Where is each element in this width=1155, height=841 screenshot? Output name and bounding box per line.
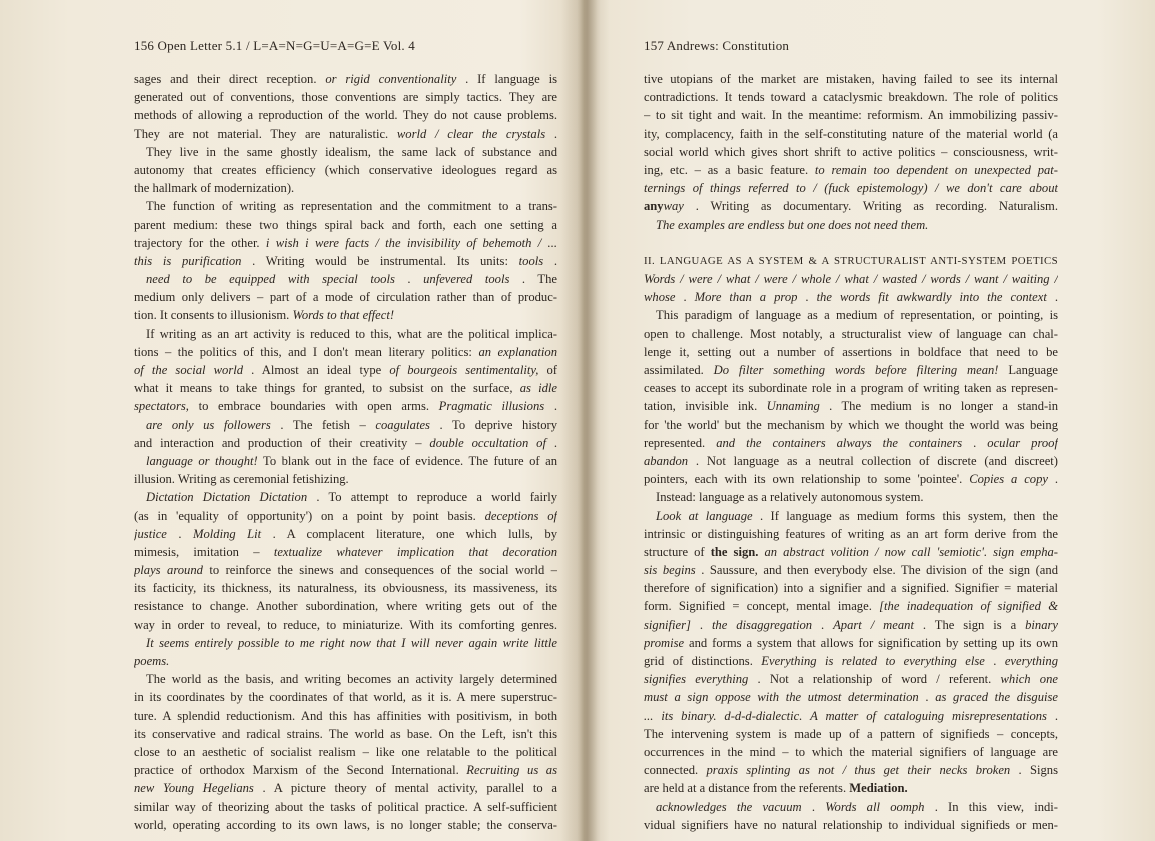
- text-line: [644, 779, 1058, 797]
- text-run: . A picture theory of mental activity, parallel to a: [253, 781, 557, 796]
- text-run: which one: [1000, 672, 1058, 687]
- text-line: [134, 688, 557, 706]
- text-line: [644, 325, 1058, 343]
- text-run: as graced the disguise: [935, 690, 1058, 705]
- text-run: world, operating according to its own laws, is no longer stable; the conserva-: [134, 817, 557, 832]
- text-line: [134, 543, 557, 561]
- text-run: this is purification: [134, 253, 242, 268]
- right-page-running-header: 157 Andrews: Constitution: [644, 38, 790, 53]
- text-line: [134, 288, 557, 306]
- text-run: Dictation Dictation Dictation: [146, 490, 308, 505]
- text-run: illusion. Writing as ceremonial fetishizing.: [134, 472, 349, 487]
- text-run: .: [962, 435, 988, 450]
- text-run: The world as the basis, and writing becomes an activity largely determined: [146, 672, 557, 687]
- text-line: [134, 597, 557, 615]
- text-run: tion. It consents to illusionism.: [134, 308, 293, 323]
- text-line: [644, 416, 1058, 434]
- text-run: unfevered tools: [423, 272, 510, 287]
- text-run: the disaggregation: [711, 617, 813, 632]
- text-run: grid of distinctions.: [644, 654, 762, 668]
- text-run: .: [543, 253, 557, 268]
- text-run: close to an aesthetic of socialist realism – like one relatable to the political: [134, 744, 557, 759]
- text-line: [644, 216, 1058, 234]
- text-run: Do filter something words before filtering mean!: [713, 363, 999, 377]
- text-run: ture. A splendid reductionism. And this has affinities with positivism, in both: [134, 708, 557, 723]
- text-run: for 'the world' but the mechanism by which we thought the world was being: [644, 417, 1058, 432]
- text-line: [134, 816, 557, 834]
- text-line: [134, 616, 557, 634]
- text-run: ity, complacency, faith in the self-constituting nature of the material world (a: [644, 126, 1058, 141]
- text-line: [134, 434, 557, 452]
- text-line: [134, 161, 557, 179]
- text-run: and the containers always the containers: [716, 435, 963, 450]
- text-run: The function of writing as representation and the commitment to a trans-: [146, 199, 557, 214]
- text-line: [134, 379, 557, 397]
- text-line: [134, 488, 557, 506]
- text-run: form. Signified = concept, mental image.: [644, 599, 880, 614]
- text-run: Molding Lit: [193, 526, 262, 541]
- text-run: social world which gives short shrift to active politics – consciousness, writ-: [644, 144, 1058, 159]
- text-run: occurrences in the mind – to which the material signifiers of language are: [644, 744, 1058, 759]
- text-run: .: [801, 799, 826, 814]
- text-run: intrinsic or distinguishing features of writing as an art form derive from the: [644, 526, 1058, 541]
- text-line: [644, 234, 1058, 252]
- text-line: [644, 106, 1058, 124]
- text-line: [644, 434, 1058, 452]
- text-line: [134, 579, 557, 597]
- text-run: . A complacent literature, one which lulls, by: [261, 526, 557, 541]
- text-line: [134, 561, 557, 579]
- text-run: ceases to accept its subordinate role in a program of writing taken as represen-: [644, 381, 1058, 396]
- text-run: poems.: [134, 654, 170, 668]
- text-run: plays around: [134, 563, 203, 578]
- text-run: Look at language: [656, 508, 753, 523]
- text-run: its conservative and radical strains. The world as base. On the Left, isn't this: [134, 726, 557, 741]
- text-run: The intervening system is made up of a pattern of signifieds – concepts,: [644, 726, 1058, 741]
- text-run: double occultation of: [429, 435, 546, 450]
- text-run: are only us followers: [146, 417, 271, 432]
- text-run: i wish i were facts / the invisibility of behemoth / ...: [265, 235, 557, 250]
- text-line: [134, 306, 557, 324]
- text-run: everything: [1004, 654, 1058, 668]
- right-page: [592, 0, 1155, 841]
- text-line: [134, 634, 557, 652]
- text-line: [134, 197, 557, 215]
- text-run: and forms a system that allows for signification by setting up its own: [684, 635, 1058, 650]
- text-run: .: [918, 690, 936, 705]
- text-run: in its coordinates by the coordinates of that world, as it is. A mere superstruc-: [134, 690, 557, 705]
- text-run: or rigid conventionality: [325, 72, 457, 86]
- text-run: of the social world: [134, 363, 244, 377]
- text-line: [134, 470, 557, 488]
- text-line: [644, 306, 1058, 324]
- text-line: [644, 125, 1058, 143]
- text-line: [134, 507, 557, 525]
- text-run: More than a prop: [694, 290, 798, 305]
- text-line: [644, 616, 1058, 634]
- text-run: praxis splinting as not / thus get their necks broken: [706, 763, 1011, 778]
- right-page-body: [644, 70, 1058, 834]
- text-run: . Not language as a neutral collection of discrete (and discreet): [688, 453, 1058, 468]
- text-run: . Saussure, and then everybody else. The division of the sign (and: [695, 563, 1058, 578]
- text-line: [644, 725, 1058, 743]
- text-line: [644, 179, 1058, 197]
- text-run: mimesis, imitation –: [134, 544, 274, 559]
- text-line: [134, 143, 557, 161]
- text-run: .: [1046, 708, 1058, 723]
- text-line: [644, 597, 1058, 615]
- text-run: spectators,: [134, 399, 189, 414]
- text-run: .: [675, 290, 695, 305]
- text-line: [644, 579, 1058, 597]
- text-run: Language: [998, 363, 1058, 377]
- text-line: [644, 507, 1058, 525]
- text-run: ing, etc. – as a basic feature.: [644, 162, 815, 177]
- text-line: [134, 125, 557, 143]
- text-run: similar way of theorizing about the tasks of political practice. A self-sufficient: [134, 799, 557, 814]
- text-run: assimilated.: [644, 363, 714, 377]
- text-run: Copies a copy: [969, 472, 1048, 487]
- text-run: II. LANGUAGE AS A SYSTEM & A STRUCTURALIST ANTI-SYSTEM POETICS: [644, 254, 1058, 267]
- text-run: .: [984, 654, 1005, 668]
- text-run: tive utopians of the market are mistaken, having failed to see its internal: [644, 72, 1058, 86]
- text-run: Apart / meant: [833, 617, 914, 632]
- left-page-running-header: 156 Open Letter 5.1 / L=A=N=G=U=A=G=E Vol. 4: [134, 38, 415, 53]
- text-run: It seems entirely possible to me right now that I will never again write little: [146, 635, 557, 650]
- text-line: [134, 325, 557, 343]
- text-run: resistance to change. Another subordination, where writing gets out of the: [134, 599, 557, 614]
- text-run: vidual signifiers have no natural relationship to individual signifieds or men-: [644, 817, 1058, 832]
- text-run: .: [1046, 290, 1058, 305]
- text-run: . Writing as documentary. Writing as recording. Naturalism.: [683, 199, 1058, 214]
- text-run: To blank out in the face of evidence. The future of an: [257, 453, 557, 468]
- text-line: [644, 707, 1058, 725]
- text-line: [644, 652, 1058, 670]
- text-run: ternings of things referred to / (fuck epistemology) / we don't care about: [644, 181, 1058, 196]
- text-run: .: [1047, 472, 1058, 487]
- text-run: binary: [1025, 617, 1058, 632]
- text-run: .: [394, 272, 424, 287]
- text-line: [134, 743, 557, 761]
- text-line: [134, 270, 557, 288]
- text-line: [644, 743, 1058, 761]
- text-run: to reinforce the sinews and consequences of the social world –: [202, 563, 557, 578]
- text-line: [134, 361, 557, 379]
- text-line: [644, 561, 1058, 579]
- text-line: [134, 452, 557, 470]
- text-run: ... its binary. d-d-d-dialectic. A matter of cataloguing misrepresentations: [644, 708, 1047, 723]
- text-run: Everything is related to everything else: [761, 654, 985, 668]
- text-run: .: [545, 435, 557, 450]
- text-line: [644, 543, 1058, 561]
- text-run: tions – the politics of this, and I don't mean literary politics:: [134, 344, 479, 359]
- text-run: They are not material. They are naturalistic.: [134, 126, 397, 141]
- text-run: acknowledges the vacuum: [656, 799, 802, 814]
- text-run: signifier]: [644, 617, 691, 632]
- text-line: [134, 798, 557, 816]
- text-run: to remain too dependent on unexpected pat-: [814, 162, 1058, 177]
- text-run: The examples are endless but one does not need them.: [656, 217, 929, 232]
- text-line: [134, 416, 557, 434]
- text-run: are held at a distance from the referents.: [644, 781, 850, 796]
- text-run: contradictions. It tends toward a cataclysmic breakdown. The role of politics: [644, 90, 1058, 105]
- text-line: [134, 397, 557, 415]
- text-line: [644, 488, 1058, 506]
- text-run: .: [545, 126, 557, 141]
- text-run: .: [812, 617, 834, 632]
- text-run: signifies everything: [644, 672, 749, 687]
- text-line: [644, 816, 1058, 834]
- text-line: [644, 761, 1058, 779]
- text-run: abandon: [644, 453, 689, 468]
- text-line: [644, 379, 1058, 397]
- text-run: . The: [509, 272, 557, 287]
- text-run: . Almost an ideal type: [243, 363, 390, 377]
- text-line: [134, 252, 557, 270]
- text-run: any: [644, 199, 664, 214]
- text-run: . If language is: [456, 72, 557, 86]
- text-run: Pragmatic illusions: [438, 399, 545, 414]
- text-line: [644, 670, 1058, 688]
- text-run: of: [538, 363, 557, 377]
- text-run: autonomy that creates efficiency (which conservative ideologues regard as: [134, 162, 557, 177]
- text-line: [134, 670, 557, 688]
- text-run: new Young Hegelians: [134, 781, 254, 796]
- text-run: what it means to take things for granted, to subsist on the surface,: [134, 381, 520, 396]
- text-line: [134, 343, 557, 361]
- text-run: an abstract volition / now call 'semiotic'. sign empha-: [764, 544, 1058, 559]
- text-line: [644, 798, 1058, 816]
- text-run: practice of orthodox Marxism of the Second International.: [134, 763, 467, 778]
- text-run: . Signs: [1010, 763, 1058, 778]
- text-line: [134, 779, 557, 797]
- text-run: parent medium: these two things spiral back and forth, each one setting a: [134, 217, 557, 232]
- text-line: [644, 397, 1058, 415]
- text-run: language or thought!: [146, 453, 258, 468]
- text-run: If writing as an art activity is reduced to this, what are the political implica-: [146, 326, 557, 341]
- text-run: and interaction and production of their creativity –: [134, 435, 430, 450]
- text-run: Unnaming: [766, 399, 820, 414]
- text-run: Words all oomph: [825, 799, 925, 814]
- text-line: [134, 707, 557, 725]
- text-line: [134, 106, 557, 124]
- text-line: [134, 88, 557, 106]
- left-page-body: [134, 70, 557, 834]
- text-line: [644, 452, 1058, 470]
- text-run: the sign.: [710, 544, 759, 559]
- text-run: pointers, each with its own relationship to some 'pointee'.: [644, 472, 970, 487]
- text-run: – to sit tight and wait. In the meantime: reformism. An immobilizing passiv-: [644, 108, 1058, 123]
- text-run: an explanation: [478, 344, 557, 359]
- text-run: They live in the same ghostly idealism, the same lack of substance and: [146, 144, 557, 159]
- text-run: Recruiting us as: [466, 763, 557, 778]
- text-run: .: [166, 526, 194, 541]
- text-run: sis begins: [644, 563, 696, 578]
- text-run: must a sign oppose with the utmost determination: [644, 690, 919, 705]
- text-run: . To attempt to reproduce a world fairly: [307, 490, 557, 505]
- text-run: way in order to reveal, to reduce, to miniaturize. With its comforting genres.: [134, 617, 557, 632]
- section-heading: [644, 252, 1058, 270]
- text-line: [644, 288, 1058, 306]
- text-run: open to challenge. Most notably, a structuralist view of language can chal-: [644, 326, 1058, 341]
- text-run: the words fit awkwardly into the context: [816, 290, 1047, 305]
- text-run: way: [663, 199, 684, 214]
- text-line: [644, 470, 1058, 488]
- text-run: justice: [134, 526, 167, 541]
- text-run: . To deprive history: [429, 417, 557, 432]
- text-run: trajectory for the other.: [134, 235, 266, 250]
- text-run: . In this view, indi-: [924, 799, 1058, 814]
- text-run: . The medium is no longer a stand-in: [819, 399, 1058, 414]
- text-run: .: [544, 399, 557, 414]
- text-run: . The sign is a: [913, 617, 1026, 632]
- text-run: generated out of conventions, those conventions are simply tactics. They are: [134, 90, 557, 105]
- text-line: [644, 70, 1058, 88]
- text-run: lenge it, setting out a number of assertions in boldface that need to be: [644, 344, 1058, 359]
- text-run: . The fetish –: [270, 417, 376, 432]
- text-line: [644, 197, 1058, 215]
- text-run: . Writing would be instrumental. Its units:: [241, 253, 519, 268]
- text-run: . Not a relationship of word / referent.: [748, 672, 1001, 687]
- text-run: of bourgeois sentimentality,: [389, 363, 539, 377]
- text-run: methods of allowing a reproduction of the world. They do not cause problems.: [134, 108, 557, 123]
- text-run: represented.: [644, 435, 717, 450]
- text-run: [the inadequation of signified &: [879, 599, 1058, 614]
- text-run: the hallmark of modernization).: [134, 181, 295, 196]
- text-run: .: [797, 290, 817, 305]
- text-run: . If language as medium forms this system, then the: [752, 508, 1058, 523]
- text-run: promise: [644, 635, 685, 650]
- text-run: Mediation.: [849, 781, 908, 796]
- text-run: connected.: [644, 763, 707, 778]
- text-line: [644, 634, 1058, 652]
- text-run: its facticity, its thickness, its naturalness, its obviousness, its massiveness, its: [134, 581, 557, 596]
- text-run: whose: [644, 290, 676, 305]
- text-run: ocular proof: [987, 435, 1058, 450]
- text-run: need to be equipped with special tools: [146, 272, 395, 287]
- text-line: [644, 361, 1058, 379]
- text-line: [644, 161, 1058, 179]
- text-line: [134, 179, 557, 197]
- text-run: structure of: [644, 544, 711, 559]
- text-line: [644, 688, 1058, 706]
- text-run: as idle: [519, 381, 557, 396]
- text-run: deceptions of: [484, 508, 557, 523]
- text-run: textualize whatever implication that decoration: [273, 544, 557, 559]
- text-run: medium only delivers – part of a mode of circulation rather than of produc-: [134, 290, 557, 305]
- text-run: coagulates: [375, 417, 430, 432]
- text-run: Instead: language as a relatively autonomous system.: [656, 490, 924, 505]
- text-run: to embrace boundaries with open arms.: [188, 399, 439, 414]
- text-run: tation, invisible ink.: [644, 399, 767, 414]
- text-line: [644, 270, 1058, 288]
- text-line: [134, 234, 557, 252]
- text-run: Words to that effect!: [292, 308, 395, 323]
- text-line: [134, 652, 557, 670]
- text-line: [134, 216, 557, 234]
- text-run: tools: [518, 253, 544, 268]
- text-line: [644, 343, 1058, 361]
- text-line: [644, 525, 1058, 543]
- text-line: [134, 70, 557, 88]
- text-run: world / clear the crystals: [396, 126, 546, 141]
- text-line: [134, 725, 557, 743]
- text-run: (as in 'equality of opportunity') on a point by point basis.: [134, 508, 485, 523]
- text-line: [644, 88, 1058, 106]
- text-run: therefore of signification) into a signifier and a signified. Signifier = material: [644, 581, 1058, 596]
- text-run: This paradigm of language as a medium of representation, or pointing, is: [656, 308, 1058, 323]
- text-line: [644, 143, 1058, 161]
- text-line: [134, 761, 557, 779]
- text-run: sages and their direct reception.: [134, 72, 326, 86]
- text-run: Words / were / what / were / whole / what / wasted / words / want / waiting /: [644, 272, 1058, 287]
- text-run: .: [690, 617, 712, 632]
- text-line: [134, 525, 557, 543]
